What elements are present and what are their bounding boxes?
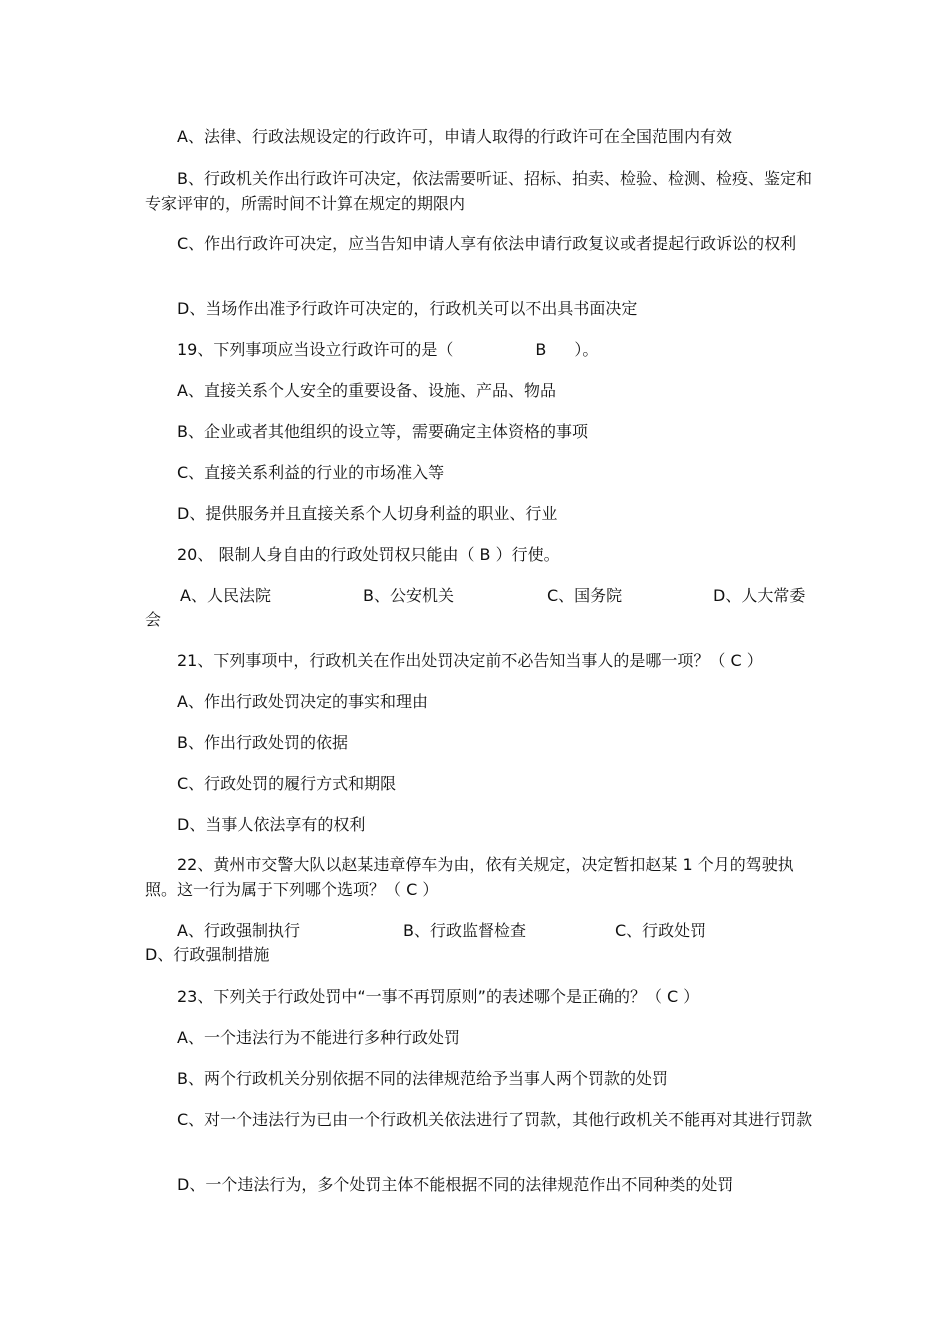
q22-option-d: D、行政强制措施 xyxy=(145,945,270,964)
q23-option-a: A、一个违法行为不能进行多种行政处罚 xyxy=(177,1028,460,1047)
q19-option-c: C、直接关系利益的行业的市场准入等 xyxy=(177,463,445,482)
q20-option-d-continued: 会 xyxy=(145,610,162,629)
q22-option-b: B、行政监督检查 xyxy=(403,921,526,940)
q18-option-c: C、作出行政许可决定，应当告知申请人享有依法申请行政复议或者提起行政诉讼的权利 xyxy=(177,234,797,253)
q19-stem xyxy=(145,337,813,362)
q22-stem: 22、黄州市交警大队以赵某违章停车为由，依有关规定，决定暂扣赵某 1 个月的驾驶执照。这一行为属于下列哪个选项？（ C ） xyxy=(145,855,794,899)
q23-stem: 23、下列关于行政处罚中“一事不再罚原则”的表述哪个是正确的？（ C ） xyxy=(177,987,700,1006)
q20-option-d: D、人大常委 xyxy=(713,586,806,605)
q22-option-c: C、行政处罚 xyxy=(615,921,707,940)
q19-answer: B xyxy=(535,340,547,359)
q21-stem: 21、下列事项中，行政机关在作出处罚决定前不必告知当事人的是哪一项？（ C ） xyxy=(177,651,763,670)
q19-option-d: D、提供服务并且直接关系个人切身利益的职业、行业 xyxy=(177,504,558,523)
q22-option-a: A、行政强制执行 xyxy=(177,921,300,940)
q18-option-b: B、行政机关作出行政许可决定，依法需要听证、招标、拍卖、检验、检测、检疫、鉴定和专家评审的，所需时间不计算在规定的期限内 xyxy=(145,169,812,213)
q20-option-b: B、公安机关 xyxy=(363,586,454,605)
q21-option-a: A、作出行政处罚决定的事实和理由 xyxy=(177,692,428,711)
q19-stem-after: ）。 xyxy=(574,340,599,359)
q21-option-d: D、当事人依法享有的权利 xyxy=(177,815,366,834)
q21-option-b: B、作出行政处罚的依据 xyxy=(177,733,348,752)
q19-option-b: B、企业或者其他组织的设立等，需要确定主体资格的事项 xyxy=(177,422,588,441)
q23-option-d: D、一个违法行为，多个处罚主体不能根据不同的法律规范作出不同种类的处罚 xyxy=(177,1175,734,1194)
q19-stem-before: 19、下列事项应当设立行政许可的是（ xyxy=(177,340,454,359)
q19-option-a: A、直接关系个人安全的重要设备、设施、产品、物品 xyxy=(177,381,556,400)
q23-option-b: B、两个行政机关分别依据不同的法律规范给予当事人两个罚款的处罚 xyxy=(177,1069,668,1088)
q20-stem: 20、 限制人身自由的行政处罚权只能由（ B ）行使。 xyxy=(177,545,560,564)
q20-option-c: C、国务院 xyxy=(547,586,623,605)
q23-option-c: C、对一个违法行为已由一个行政机关依法进行了罚款，其他行政机关不能再对其进行罚款 xyxy=(177,1110,813,1129)
q20-option-a: A、人民法院 xyxy=(180,586,271,605)
q18-option-d: D、当场作出准予行政许可决定的，行政机关可以不出具书面决定 xyxy=(177,299,638,318)
q21-option-c: C、行政处罚的履行方式和期限 xyxy=(177,774,397,793)
q18-option-a: A、法律、行政法规设定的行政许可，申请人取得的行政许可在全国范围内有效 xyxy=(177,127,732,146)
